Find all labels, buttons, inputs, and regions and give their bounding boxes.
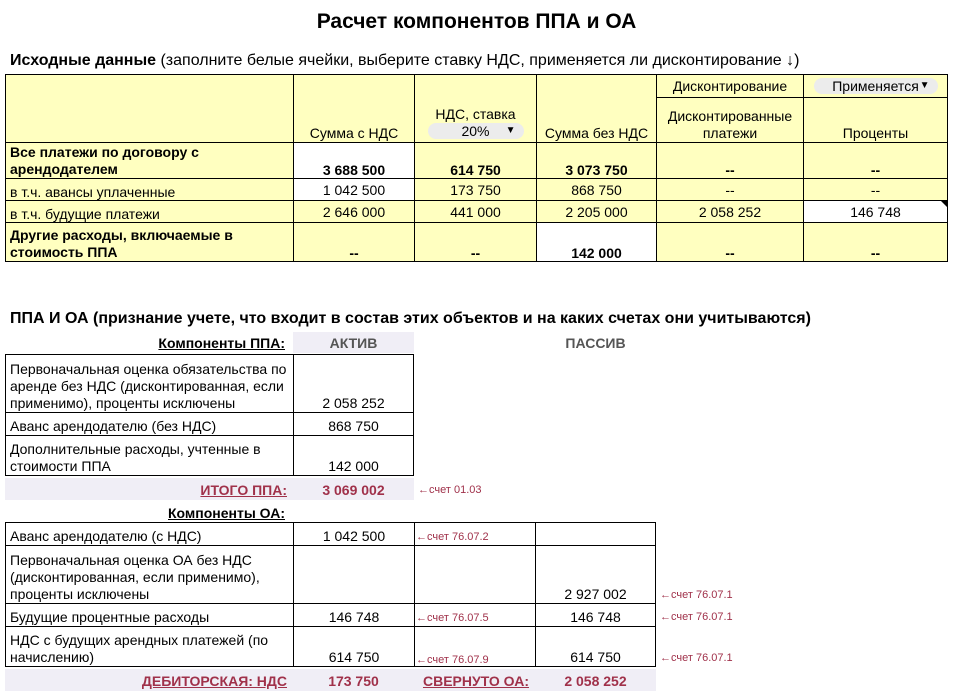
oa-row-initial-label: Первоначальная оценка ОА без НДС (дисконтированная, если применимо), проценты исключены bbox=[5, 545, 294, 604]
ppa-total-label: ИТОГО ППА: bbox=[200, 482, 287, 498]
oa-components-header: Компоненты ОА: bbox=[168, 505, 285, 521]
header-interest: Проценты bbox=[804, 98, 948, 143]
oa-row-interest-passive: 146 748 bbox=[535, 603, 656, 627]
page-title: Расчет компонентов ППА и ОА bbox=[316, 10, 637, 33]
row-all-payments-sum-no-vat: 3 073 750 bbox=[537, 143, 657, 179]
row-advances-label: в т.ч. авансы уплаченные bbox=[6, 179, 294, 201]
chevron-down-icon: ▼ bbox=[505, 125, 516, 136]
oa-row-interest-active: 146 748 bbox=[293, 603, 415, 627]
comment-marker-icon bbox=[941, 201, 947, 207]
ppa-row-extra-value: 142 000 bbox=[293, 435, 414, 476]
ppa-total-account: ←счет 01.03 bbox=[418, 484, 482, 496]
row-other-costs-interest: -- bbox=[804, 223, 948, 262]
ppa-components-header: Компоненты ППА: bbox=[158, 335, 285, 351]
oa-row-advance-active-account: ←счет 76.07.2 bbox=[416, 531, 489, 543]
row-future-discounted: 2 058 252 bbox=[657, 201, 804, 223]
oa-row-interest-passive-account: ←счет 76.07.1 bbox=[660, 611, 733, 623]
oa-row-advance-passive bbox=[535, 522, 656, 546]
oa-row-advance-active-account-cell bbox=[414, 522, 536, 546]
receivable-vat-label: ДЕБИТОРСКАЯ: НДС bbox=[141, 673, 287, 689]
discount-select[interactable] bbox=[814, 78, 938, 94]
row-advances-sum-vat[interactable]: 1 042 500 bbox=[294, 179, 415, 201]
row-future-vat: 441 000 bbox=[415, 201, 537, 223]
collapsed-oa-value: 2 058 252 bbox=[564, 673, 627, 689]
section-input-bold: Исходные данные bbox=[10, 52, 157, 69]
row-advances-interest: -- bbox=[804, 179, 948, 201]
row-other-costs-discounted: -- bbox=[657, 223, 804, 262]
row-all-payments-interest: -- bbox=[804, 143, 948, 179]
row-future-interest[interactable]: 146 748 bbox=[804, 201, 948, 223]
row-other-costs-sum-no-vat[interactable]: 142 000 bbox=[537, 223, 657, 262]
ppa-row-extra-label: Дополнительные расходы, учтенные в стоимости ППА bbox=[5, 435, 294, 476]
ppa-row-advance-value: 868 750 bbox=[293, 412, 414, 436]
row-other-costs-sum-vat: -- bbox=[294, 223, 415, 262]
oa-row-advance-label: Аванс арендодателю (с НДС) bbox=[5, 522, 294, 546]
row-all-payments-label: Все платежи по договору с арендодателем bbox=[6, 143, 294, 179]
active-header: АКТИВ bbox=[329, 335, 378, 351]
row-advances-discounted: -- bbox=[657, 179, 804, 201]
input-table bbox=[5, 74, 948, 262]
oa-row-initial-passive-account: ←счет 76.07.1 bbox=[660, 589, 733, 601]
header-discount-label: Дисконтирование bbox=[657, 75, 804, 98]
oa-row-initial-active bbox=[293, 545, 415, 604]
row-advances-vat: 173 750 bbox=[415, 179, 537, 201]
oa-row-vat-passive-account: ←счет 76.07.1 bbox=[660, 652, 733, 664]
header-sum-vat: Сумма с НДС bbox=[294, 75, 415, 143]
header-corner-cell bbox=[6, 75, 294, 143]
section-input-note: (заполните белые ячейки, выберите ставку НДС, применяется ли дисконтирование ↓) bbox=[156, 52, 800, 69]
row-other-costs-label: Другие расходы, включаемые в стоимость ППА bbox=[6, 223, 294, 262]
row-advances-sum-no-vat: 868 750 bbox=[537, 179, 657, 201]
chevron-down-icon: ▼ bbox=[919, 80, 930, 91]
ppa-row-initial-value: 2 058 252 bbox=[293, 354, 414, 413]
oa-row-interest-label: Будущие процентные расходы bbox=[5, 603, 294, 627]
oa-row-initial-active-account bbox=[414, 545, 536, 604]
collapsed-oa-label: СВЕРНУТО ОА: bbox=[422, 673, 529, 689]
row-all-payments-discounted: -- bbox=[657, 143, 804, 179]
row-other-costs-vat: -- bbox=[415, 223, 537, 262]
row-future-sum-vat: 2 646 000 bbox=[294, 201, 415, 223]
row-future-label: в т.ч. будущие платежи bbox=[6, 201, 294, 223]
oa-row-interest-active-account-cell bbox=[414, 603, 536, 627]
oa-row-vat-active: 614 750 bbox=[293, 626, 415, 667]
discount-value: Применяется bbox=[832, 78, 919, 94]
row-all-payments-vat: 614 750 bbox=[415, 143, 537, 179]
ppa-total-value: 3 069 002 bbox=[322, 482, 385, 498]
receivable-vat-value: 173 750 bbox=[328, 673, 379, 689]
header-discounted: Дисконтированные платежи bbox=[657, 98, 804, 143]
ppa-row-initial-label: Первоначальная оценка обязательства по аренде без НДС (дисконтированная, если применимо), проценты исключены bbox=[5, 354, 294, 413]
row-all-payments-sum-vat[interactable]: 3 688 500 bbox=[294, 143, 415, 179]
header-vat-rate-label: НДС, ставка bbox=[435, 106, 516, 122]
vat-rate-value: 20% bbox=[461, 123, 490, 139]
oa-row-vat-label: НДС с будущих арендных платежей (по начислению) bbox=[5, 626, 294, 667]
oa-row-advance-active: 1 042 500 bbox=[293, 522, 415, 546]
section-ppa-oa-title: ППА И ОА (признание учете, что входит в состав этих объектов и на каких счетах они учитываются) bbox=[10, 310, 811, 327]
oa-row-vat-active-account-cell bbox=[414, 626, 536, 667]
oa-row-vat-active-account: ←счет 76.07.9 bbox=[416, 654, 489, 666]
row-future-sum-no-vat: 2 205 000 bbox=[537, 201, 657, 223]
oa-row-vat-passive: 614 750 bbox=[535, 626, 656, 667]
passive-header: ПАССИВ bbox=[565, 335, 626, 351]
header-discount-cell bbox=[804, 75, 948, 98]
header-vat-rate bbox=[415, 75, 537, 143]
oa-row-initial-passive: 2 927 002 bbox=[535, 545, 656, 604]
section-input-title bbox=[10, 52, 799, 70]
header-sum-no-vat: Сумма без НДС bbox=[537, 75, 657, 143]
oa-row-interest-active-account: ←счет 76.07.5 bbox=[416, 612, 489, 624]
vat-rate-select[interactable] bbox=[428, 123, 524, 139]
ppa-row-advance-label: Аванс арендодателю (без НДС) bbox=[5, 412, 294, 436]
